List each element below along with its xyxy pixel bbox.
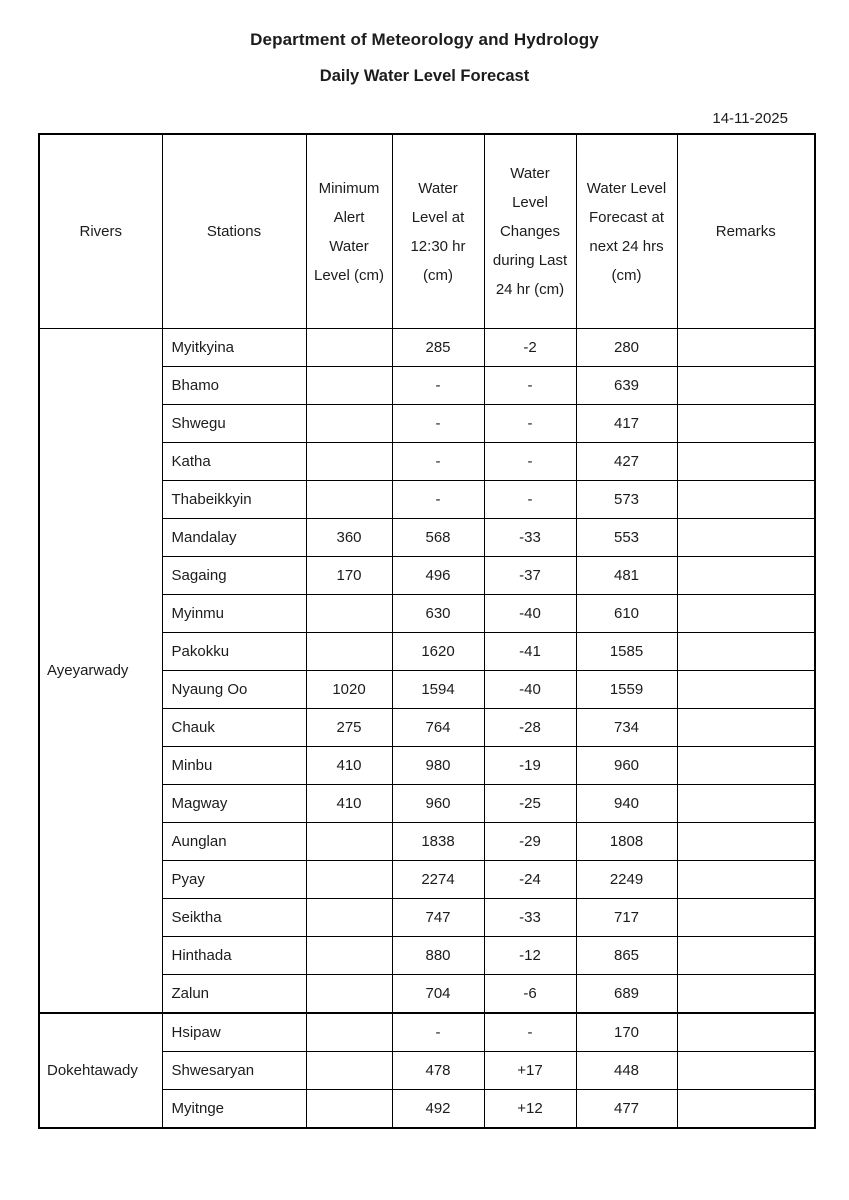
- water-level-cell: 496: [392, 557, 484, 595]
- change-cell: -: [484, 481, 576, 519]
- min-alert-cell: [306, 481, 392, 519]
- remarks-cell: [677, 899, 815, 937]
- forecast-cell: 960: [576, 747, 677, 785]
- min-alert-cell: [306, 367, 392, 405]
- station-cell: Magway: [162, 785, 306, 823]
- forecast-cell: 573: [576, 481, 677, 519]
- min-alert-cell: [306, 823, 392, 861]
- remarks-cell: [677, 329, 815, 367]
- remarks-cell: [677, 975, 815, 1014]
- change-cell: -: [484, 405, 576, 443]
- remarks-cell: [677, 443, 815, 481]
- water-level-cell: 880: [392, 937, 484, 975]
- station-cell: Chauk: [162, 709, 306, 747]
- remarks-cell: [677, 747, 815, 785]
- forecast-cell: 610: [576, 595, 677, 633]
- station-cell: Thabeikkyin: [162, 481, 306, 519]
- forecast-cell: 427: [576, 443, 677, 481]
- station-cell: Zalun: [162, 975, 306, 1014]
- water-level-cell: -: [392, 1013, 484, 1052]
- col-header-remarks: Remarks: [677, 134, 815, 329]
- table-row: [39, 1013, 815, 1052]
- forecast-cell: 2249: [576, 861, 677, 899]
- water-level-cell: -: [392, 481, 484, 519]
- min-alert-cell: [306, 1052, 392, 1090]
- forecast-cell: 170: [576, 1013, 677, 1052]
- change-cell: -33: [484, 899, 576, 937]
- forecast-cell: 448: [576, 1052, 677, 1090]
- col-header-level-changes: Water Level Changes during Last 24 hr (cm): [484, 134, 576, 329]
- min-alert-cell: 410: [306, 747, 392, 785]
- col-header-water-level: Water Level at 12:30 hr (cm): [392, 134, 484, 329]
- remarks-cell: [677, 557, 815, 595]
- col-header-level-forecast: Water Level Forecast at next 24 hrs (cm): [576, 134, 677, 329]
- change-cell: -6: [484, 975, 576, 1014]
- station-cell: Sagaing: [162, 557, 306, 595]
- forecast-cell: 734: [576, 709, 677, 747]
- water-level-cell: 568: [392, 519, 484, 557]
- water-level-cell: 980: [392, 747, 484, 785]
- forecast-cell: 481: [576, 557, 677, 595]
- water-level-cell: 285: [392, 329, 484, 367]
- forecast-cell: 477: [576, 1090, 677, 1129]
- water-level-cell: 960: [392, 785, 484, 823]
- change-cell: -2: [484, 329, 576, 367]
- station-cell: Hinthada: [162, 937, 306, 975]
- station-cell: Myitnge: [162, 1090, 306, 1129]
- remarks-cell: [677, 709, 815, 747]
- station-cell: Hsipaw: [162, 1013, 306, 1052]
- min-alert-cell: [306, 975, 392, 1014]
- station-cell: Myinmu: [162, 595, 306, 633]
- remarks-cell: [677, 861, 815, 899]
- water-level-cell: 764: [392, 709, 484, 747]
- water-level-cell: 1594: [392, 671, 484, 709]
- col-header-min-alert: Minimum Alert Water Level (cm): [306, 134, 392, 329]
- change-cell: -12: [484, 937, 576, 975]
- min-alert-cell: 410: [306, 785, 392, 823]
- change-cell: -: [484, 367, 576, 405]
- min-alert-cell: 360: [306, 519, 392, 557]
- water-level-cell: -: [392, 367, 484, 405]
- water-level-cell: 492: [392, 1090, 484, 1129]
- change-cell: -: [484, 1013, 576, 1052]
- station-cell: Nyaung Oo: [162, 671, 306, 709]
- min-alert-cell: [306, 1013, 392, 1052]
- forecast-table: [38, 133, 816, 1129]
- change-cell: -28: [484, 709, 576, 747]
- min-alert-cell: [306, 1090, 392, 1129]
- page-title: Department of Meteorology and Hydrology: [250, 30, 599, 49]
- station-cell: Shwesaryan: [162, 1052, 306, 1090]
- remarks-cell: [677, 1052, 815, 1090]
- river-cell: Dokehtawady: [39, 1013, 162, 1128]
- document-header: [0, 0, 849, 127]
- page-subtitle: Daily Water Level Forecast: [319, 67, 530, 85]
- station-cell: Mandalay: [162, 519, 306, 557]
- remarks-cell: [677, 671, 815, 709]
- remarks-cell: [677, 367, 815, 405]
- remarks-cell: [677, 633, 815, 671]
- remarks-cell: [677, 405, 815, 443]
- header-row: [39, 134, 815, 329]
- station-cell: Aunglan: [162, 823, 306, 861]
- water-level-cell: 2274: [392, 861, 484, 899]
- change-cell: -19: [484, 747, 576, 785]
- station-cell: Pyay: [162, 861, 306, 899]
- station-cell: Seiktha: [162, 899, 306, 937]
- min-alert-cell: [306, 633, 392, 671]
- change-cell: -25: [484, 785, 576, 823]
- remarks-cell: [677, 823, 815, 861]
- water-level-cell: -: [392, 405, 484, 443]
- forecast-cell: 553: [576, 519, 677, 557]
- min-alert-cell: [306, 405, 392, 443]
- forecast-cell: 865: [576, 937, 677, 975]
- change-cell: -37: [484, 557, 576, 595]
- remarks-cell: [677, 481, 815, 519]
- station-cell: Bhamo: [162, 367, 306, 405]
- report-date: 14-11-2025: [712, 110, 788, 127]
- water-level-cell: 1620: [392, 633, 484, 671]
- water-level-cell: -: [392, 443, 484, 481]
- forecast-cell: 280: [576, 329, 677, 367]
- min-alert-cell: [306, 861, 392, 899]
- change-cell: +17: [484, 1052, 576, 1090]
- min-alert-cell: [306, 443, 392, 481]
- remarks-cell: [677, 1090, 815, 1129]
- forecast-cell: 717: [576, 899, 677, 937]
- remarks-cell: [677, 519, 815, 557]
- col-header-stations: Stations: [162, 134, 306, 329]
- remarks-cell: [677, 785, 815, 823]
- min-alert-cell: [306, 595, 392, 633]
- change-cell: -24: [484, 861, 576, 899]
- change-cell: -: [484, 443, 576, 481]
- change-cell: -41: [484, 633, 576, 671]
- min-alert-cell: [306, 937, 392, 975]
- forecast-cell: 639: [576, 367, 677, 405]
- change-cell: -40: [484, 671, 576, 709]
- station-cell: Pakokku: [162, 633, 306, 671]
- water-level-cell: 1838: [392, 823, 484, 861]
- water-level-cell: 747: [392, 899, 484, 937]
- water-level-cell: 704: [392, 975, 484, 1014]
- change-cell: -40: [484, 595, 576, 633]
- remarks-cell: [677, 595, 815, 633]
- forecast-cell: 1808: [576, 823, 677, 861]
- station-cell: Minbu: [162, 747, 306, 785]
- remarks-cell: [677, 1013, 815, 1052]
- station-cell: Katha: [162, 443, 306, 481]
- forecast-cell: 417: [576, 405, 677, 443]
- min-alert-cell: 275: [306, 709, 392, 747]
- table-row: [39, 329, 815, 367]
- water-level-cell: 478: [392, 1052, 484, 1090]
- change-cell: -33: [484, 519, 576, 557]
- change-cell: -29: [484, 823, 576, 861]
- river-cell: Ayeyarwady: [39, 329, 162, 1014]
- col-header-rivers: Rivers: [39, 134, 162, 329]
- min-alert-cell: [306, 899, 392, 937]
- change-cell: +12: [484, 1090, 576, 1129]
- forecast-cell: 689: [576, 975, 677, 1014]
- min-alert-cell: [306, 329, 392, 367]
- forecast-cell: 940: [576, 785, 677, 823]
- forecast-cell: 1559: [576, 671, 677, 709]
- station-cell: Shwegu: [162, 405, 306, 443]
- min-alert-cell: 170: [306, 557, 392, 595]
- min-alert-cell: 1020: [306, 671, 392, 709]
- forecast-cell: 1585: [576, 633, 677, 671]
- forecast-table-body: [39, 329, 815, 1129]
- remarks-cell: [677, 937, 815, 975]
- station-cell: Myitkyina: [162, 329, 306, 367]
- water-level-cell: 630: [392, 595, 484, 633]
